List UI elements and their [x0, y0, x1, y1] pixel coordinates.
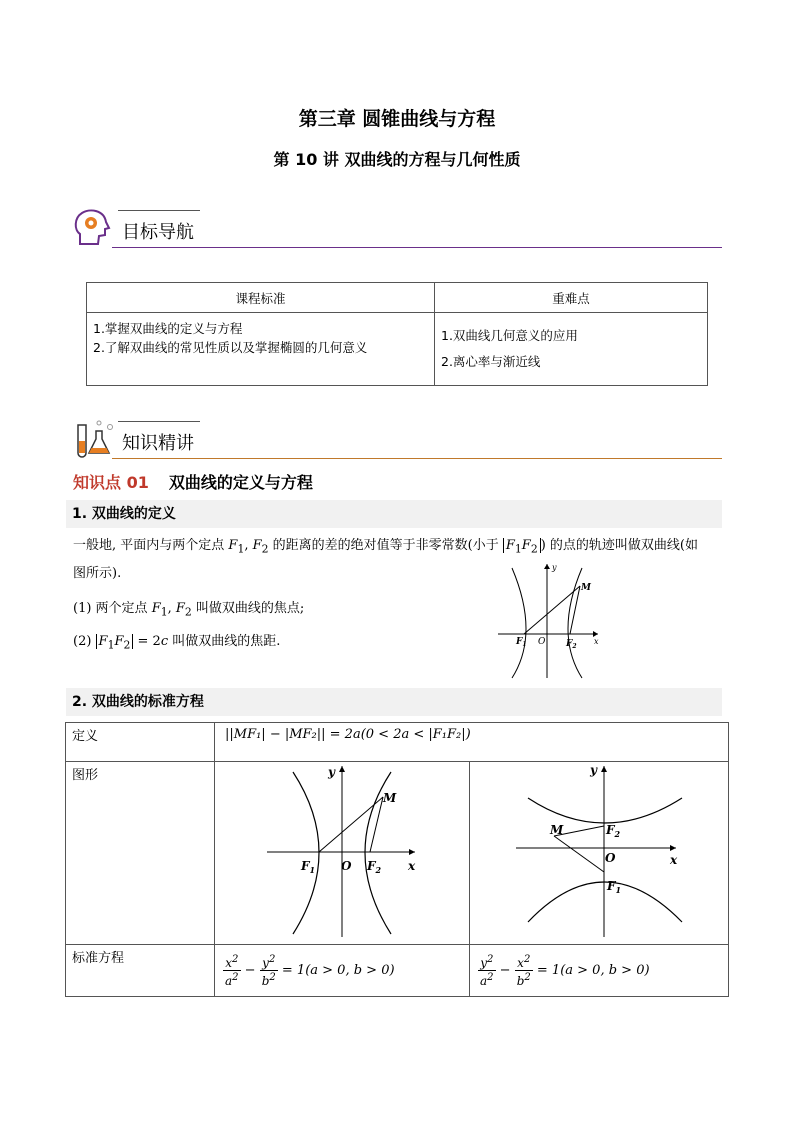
equation-vertical: $\frac{y^2}{a^2}$ − $\frac{x^2}{b^2}$ = 1(a > 0, b > 0) [470, 945, 729, 997]
point-m-label: M [383, 791, 397, 805]
lesson-title: 第 10 讲 双曲线的方程与几何性质 [273, 150, 521, 169]
chapter-title: 第三章 圆锥曲线与方程 [298, 108, 496, 130]
knowledge-point-title: 双曲线的定义与方程 [168, 473, 313, 492]
axis-y-label: y [590, 763, 597, 777]
standards-cell [87, 313, 435, 386]
origin-label: O [605, 851, 616, 865]
head-gear-icon [72, 208, 112, 248]
subheading-definition: 1. 双曲线的定义 [66, 500, 722, 528]
row-label-definition: 定义 [66, 723, 215, 762]
row-label-equation: 标准方程 [66, 945, 215, 997]
axis-y-label: y [552, 563, 557, 572]
hyperbola-figure-small [494, 560, 604, 680]
table-header-key-points: 重难点 [435, 283, 708, 313]
standard-equation-table [65, 722, 729, 997]
focal-distance-item: (2) $F_1F_2 = 2c$ 叫做双曲线的焦距. [73, 634, 281, 652]
definition-line-1: 一般地, 平面内与两个定点 $F_1$, $F_2$ 的距离的差的绝对值等于非零常数(小于 $F_1F_2$ ) 的点的轨迹叫做双曲线(如 [73, 538, 698, 556]
focus-f2-label: $F_2$ [367, 859, 382, 875]
hyperbola-figure-vertical [470, 762, 728, 940]
knowledge-point-number: 知识点 01 [73, 473, 149, 492]
definition-formula: ||MF₁| − |MF₂|| = 2a(0 < 2a < |F₁F₂|) [215, 723, 729, 762]
origin-label: O [538, 637, 546, 647]
focus-f1-label: $F_1$ [516, 637, 527, 648]
point-m-label: M [550, 823, 564, 837]
focus-f1-label: $F_1$ [301, 859, 316, 875]
section-header-knowledge [72, 419, 722, 459]
section-label-knowledge: 知识精讲 [122, 433, 194, 454]
standards-table [86, 282, 708, 386]
origin-label: O [341, 859, 352, 873]
focus-f2-label: $F_2$ [606, 823, 621, 839]
axis-x-label: x [594, 637, 599, 646]
figure-horizontal-cell [215, 762, 470, 945]
key-points-cell [435, 313, 708, 386]
knowledge-point-heading [73, 470, 313, 493]
focus-f1-label: $F_1$ [607, 879, 622, 895]
section-label-goals: 目标导航 [122, 222, 194, 243]
key-point-line: 1.双曲线几何意义的应用 [441, 328, 578, 343]
equation-horizontal: $\frac{x^2}{a^2}$ − $\frac{y^2}{b^2}$ = 1(a > 0, b > 0) [215, 945, 470, 997]
hyperbola-figure-horizontal [215, 762, 469, 940]
focus-f2-label: $F_2$ [566, 639, 577, 650]
section-header-goals [72, 208, 722, 248]
row-label-figure: 图形 [66, 762, 215, 945]
standard-line: 2.了解双曲线的常见性质以及掌握椭圆的几何意义 [93, 340, 368, 355]
definition-paragraph [73, 534, 723, 586]
axis-x-label: x [408, 859, 416, 873]
flask-icon [72, 419, 116, 459]
key-point-line: 2.离心率与渐近线 [441, 354, 541, 369]
foci-item: (1) 两个定点 $F_1$, $F_2$ 叫做双曲线的焦点; [73, 601, 305, 619]
point-m-label: M [581, 583, 591, 593]
definition-line-2: 图所示). [73, 565, 122, 581]
figure-vertical-cell [470, 762, 729, 945]
axis-x-label: x [670, 853, 678, 867]
subheading-standard-equation: 2. 双曲线的标准方程 [66, 688, 722, 716]
axis-y-label: y [328, 765, 335, 779]
standard-line: 1.掌握双曲线的定义与方程 [93, 321, 243, 336]
table-header-standards: 课程标准 [87, 283, 435, 313]
